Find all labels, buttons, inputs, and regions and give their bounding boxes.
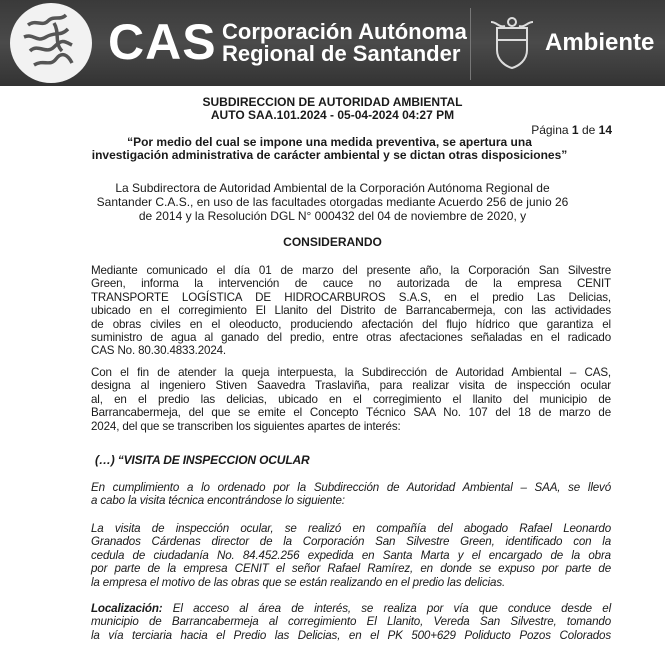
text-line: Con el fin de atender la queja interpuesta, la Subdirección de Autoridad Ambiental – CAS, (91, 366, 611, 379)
page-total: 14 (598, 123, 612, 137)
paragraph-designation (91, 366, 611, 433)
text-line: Granados Cárdenas director de la Corporación San Silvestre Green, identificado con la (91, 535, 611, 549)
text-line: por parte de la empresa CENIT el señor Rafael Ramírez, en donde se expuso por parte de (91, 562, 611, 576)
title-line: “Por medio del cual se impone una medida preventiva, se apertura una (127, 135, 532, 149)
paragraph-complaint (91, 264, 611, 358)
org-line-1: Corporación Autónoma (222, 19, 467, 44)
ministry-name: Ambiente (545, 29, 655, 56)
text-line: designa al ingeniero Stiven Saavedra Traslaviña, para realizar visita de inspección ocular (91, 379, 611, 393)
text-line: La visita de inspección ocular, se realizó en compañía del abogado Rafael Leonardo (91, 522, 611, 535)
cas-logo (10, 3, 92, 83)
text-line: Mediante comunicado el día 01 de marzo del presente año, la Corporación San Silvestre (91, 264, 611, 277)
text-line: 2024, del que se transcriben los siguientes apartes de interés: (91, 419, 401, 433)
page-of: de (581, 123, 596, 137)
text-line: Green, informa la intervención de cauce no autorizada de la empresa CENIT (91, 277, 611, 291)
text-line: cedula de ciudadanía No. 84.452.256 expedida en Santa Marta y el encargado de la obra (91, 548, 611, 562)
page-indicator (531, 123, 612, 137)
text-line: ubicado en el corregimiento El Llanito del Distrito de Barrancabermeja, con las actividades (91, 304, 611, 318)
text-line: TRANSPORTE LOGÍSTICA DE HIDROCARBUROS S.A.S, en el predio Las Delicias, (91, 290, 611, 304)
org-name (222, 21, 467, 65)
title-line: investigación administrativa de carácter ambiental y se dictan otras disposiciones” (91, 148, 568, 163)
paragraph-compliance (91, 481, 611, 508)
text-line (91, 602, 611, 615)
paragraph-location (91, 602, 611, 642)
page-number: 1 (571, 123, 579, 137)
text-line: a cabo la visita técnica encontrándose lo siguiente: (91, 494, 345, 508)
auto-number: AUTO SAA.101.2024 - 05-04-2024 04:27 PM (210, 108, 455, 122)
text-line: la vía terciaria hacia el Predio las Delicias, en el PK 500+629 Poliducto Pozos Colorados (91, 628, 611, 642)
page-label: Página (531, 123, 569, 137)
considerando-heading: CONSIDERANDO (283, 235, 382, 249)
intro-line: Santander C.A.S., en uso de las facultades otorgadas mediante Acuerdo 256 de junio 26 (96, 195, 569, 209)
text-line: de obras civiles en el oleoducto, produciendo afectación del flujo hídrico que garantiza el (91, 317, 611, 331)
paragraph-visit (91, 522, 611, 589)
intro-paragraph (0, 181, 665, 223)
text-line: CAS No. 80.30.4833.2024. (91, 344, 226, 358)
document-title (0, 136, 662, 163)
text-line: En cumplimiento a lo ordenado por la Subdirección de Autoridad Ambiental – SAA, se llevó (91, 481, 611, 494)
text-line: suministro de agua al ganado del predio, entre otras afectaciones señaladas en el radicado (91, 331, 611, 345)
visita-heading: (…) “VISITA DE INSPECCION OCULAR (95, 453, 310, 467)
text-line: municipio de Barrancabermeja al corregimiento El Llanito, Vereda San Silvestre, tomando (91, 615, 611, 629)
text-line: al, en el predio las delicias, ubicado en el corregimiento el llanito del municipio de (91, 392, 611, 406)
text-span: El acceso al área de interés, se realiza por vía que conduce desde el (162, 602, 611, 615)
text-line: la empresa el motivo de las obras que se están realizando en el predio las delicias. (91, 575, 506, 589)
office-title: SUBDIRECCION DE AUTORIDAD AMBIENTAL (202, 95, 463, 109)
divider (470, 8, 471, 80)
logo-text: CAS (108, 14, 217, 70)
location-label: Localización: (91, 602, 163, 615)
text-line: Barrancabermeja, del que se emite el Concepto Técnico SAA No. 107 del 18 de marzo de (91, 406, 611, 420)
intro-line: de 2014 y la Resolución DGL N° 000432 del 04 de noviembre de 2020, y (138, 209, 527, 223)
header-banner (0, 0, 665, 86)
org-line-2: Regional de Santander (222, 41, 461, 66)
coat-of-arms-icon (487, 14, 537, 72)
intro-line: La Subdirectora de Autoridad Ambiental de la Corporación Autónoma Regional de (115, 181, 550, 195)
